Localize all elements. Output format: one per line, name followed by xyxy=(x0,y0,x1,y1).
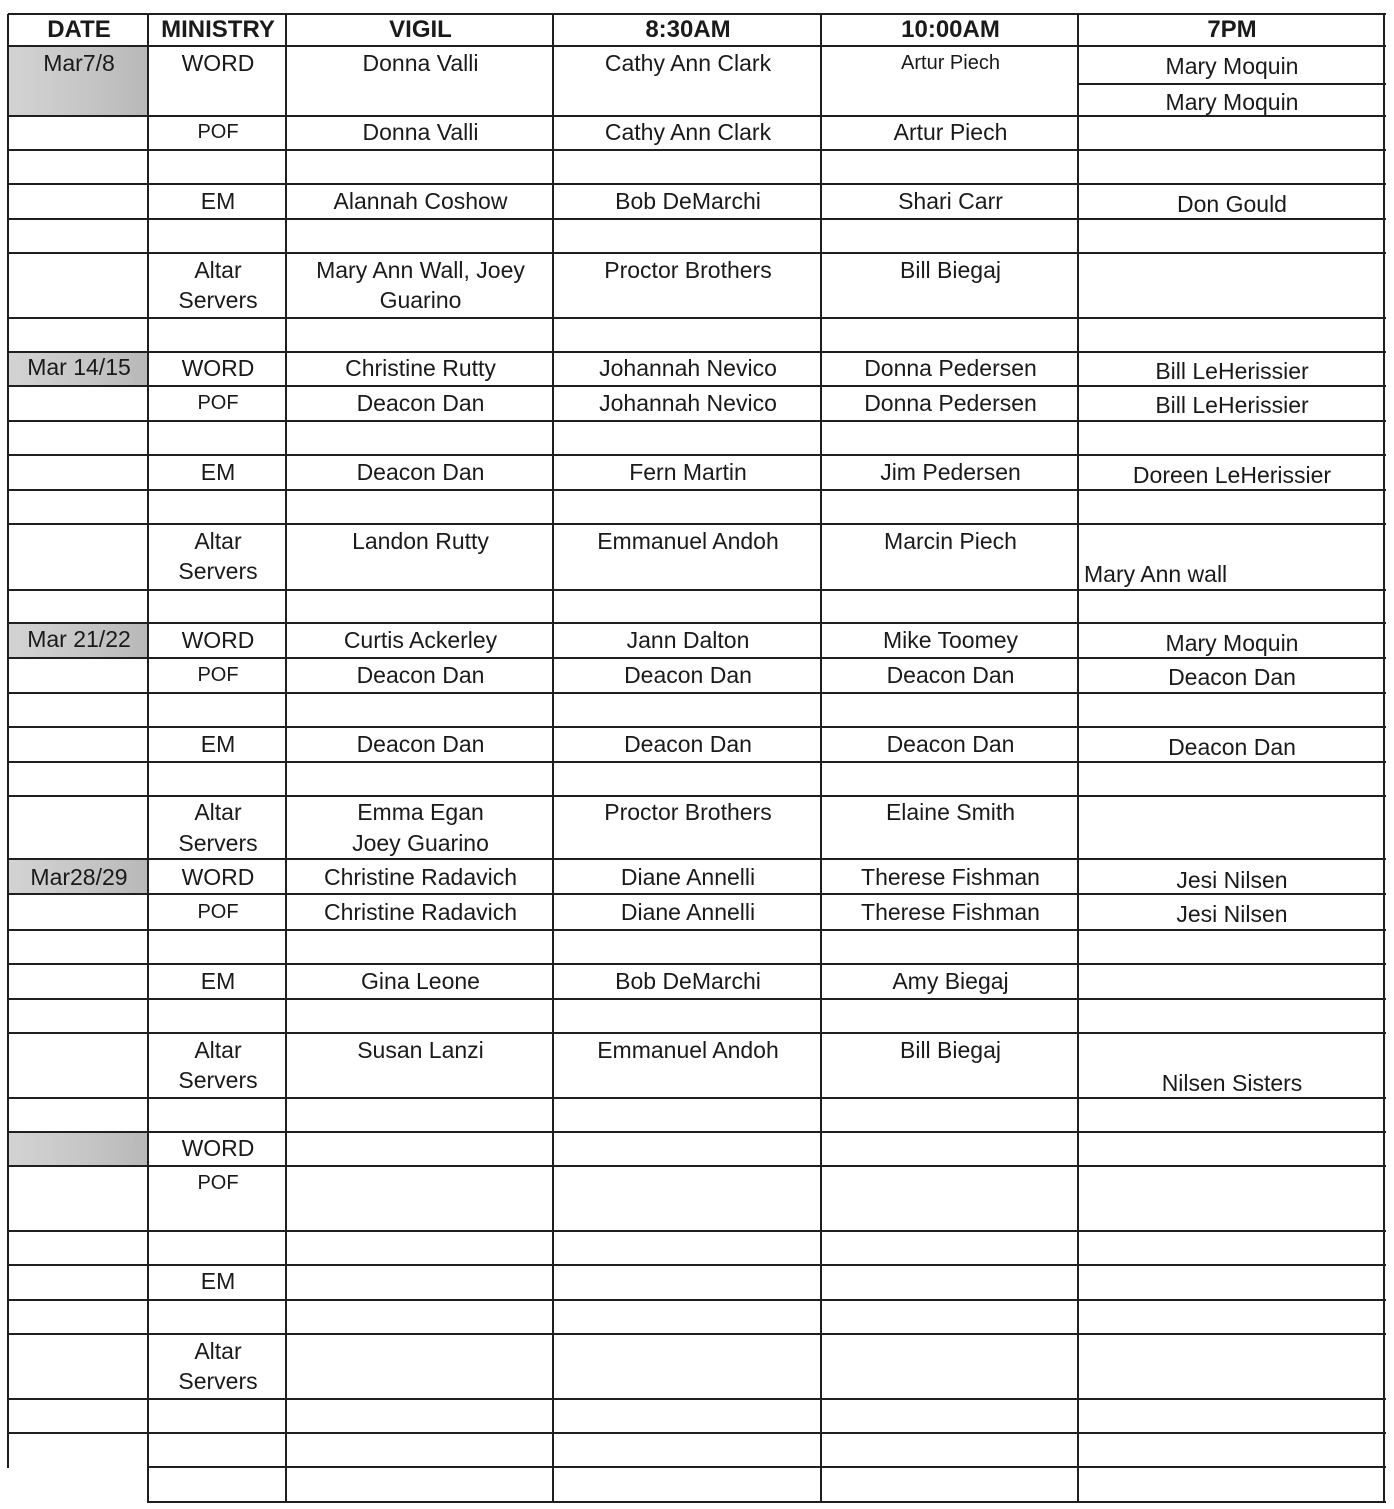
ministry-em-label: EM xyxy=(200,968,236,994)
pof-830am-week-4: Diane Annelli xyxy=(620,899,756,925)
date-label-week-3: Mar 21/22 xyxy=(27,626,131,652)
ministry-altar-label: Altar xyxy=(194,1037,242,1063)
pof-1000am-week-3: Deacon Dan xyxy=(886,662,1015,688)
grid-row-line xyxy=(8,963,1386,965)
ministry-em-label: EM xyxy=(200,1268,236,1294)
word-1000am-week-4: Therese Fishman xyxy=(861,864,1040,890)
grid-row-line xyxy=(8,1032,1386,1034)
ministry-pof-label: POF xyxy=(197,664,239,686)
word-7pm-week-1: Mary Moquin xyxy=(1165,53,1299,79)
pof-830am-week-3: Deacon Dan xyxy=(624,662,752,688)
ministry-pof-label: POF xyxy=(197,392,239,414)
ministry-word-label: WORD xyxy=(181,627,255,653)
date-label-week-4: Mar28/29 xyxy=(30,864,128,890)
em-830am-week-3: Deacon Dan xyxy=(624,731,752,757)
em-1000am-week-2: Jim Pedersen xyxy=(880,459,1021,485)
word-7pm-week-3: Mary Moquin xyxy=(1165,630,1299,656)
word-830am-week-2: Johannah Nevico xyxy=(599,355,777,381)
grid-row-line xyxy=(8,317,1386,319)
ministry-em-label: EM xyxy=(200,188,236,214)
word-7pm-second-week-1: Mary Moquin xyxy=(1165,89,1299,115)
date-label-week-2: Mar 14/15 xyxy=(27,354,131,380)
pof-1000am-week-1: Artur Piech xyxy=(893,119,1008,145)
pof-vigil-week-1: Donna Valli xyxy=(362,119,479,145)
header-830am: 8:30AM xyxy=(645,16,731,43)
grid-row-line xyxy=(8,726,1386,728)
header-ministry: MINISTRY xyxy=(161,16,275,43)
altar-1000am-week-3: Elaine Smith xyxy=(885,799,1016,825)
grid-row-line xyxy=(8,622,1386,624)
grid-row-line xyxy=(8,692,1386,694)
ministry-word-label: WORD xyxy=(181,864,255,890)
grid-row-line xyxy=(8,1398,1386,1400)
word-1000am-week-3: Mike Toomey xyxy=(882,627,1019,653)
altar-830am-week-4: Emmanuel Andoh xyxy=(597,1037,779,1063)
word-830am-week-4: Diane Annelli xyxy=(620,864,756,890)
grid-column-line xyxy=(7,14,9,1468)
header-date: DATE xyxy=(47,16,111,43)
ministry-em-label: EM xyxy=(200,731,236,757)
grid-row-line xyxy=(148,1501,1386,1503)
word-vigil-week-3: Curtis Ackerley xyxy=(343,627,498,653)
header-vigil: VIGIL xyxy=(389,16,452,43)
ministry-word-label: WORD xyxy=(181,355,255,381)
word-7pm-week-2: Bill LeHerissier xyxy=(1155,358,1309,384)
altar-7pm-week-4: Nilsen Sisters xyxy=(1161,1070,1303,1096)
ministry-pof-label: POF xyxy=(197,121,239,143)
word-1000am-week-1: Artur Piech xyxy=(901,52,1000,74)
altar-830am-week-3: Proctor Brothers xyxy=(604,799,772,825)
pof-1000am-week-2: Donna Pedersen xyxy=(864,390,1037,416)
ministry-word-label: WORD xyxy=(181,50,255,76)
em-7pm-week-1: Don Gould xyxy=(1177,191,1287,217)
altar-1000am-week-4: Bill Biegaj xyxy=(900,1037,1001,1063)
ministry-servers-label: Servers xyxy=(178,1368,258,1394)
ministry-altar-label: Altar xyxy=(194,1338,242,1364)
altar-vigil-week-4: Susan Lanzi xyxy=(357,1037,484,1063)
altar-7pm-week-2: Mary Ann wall xyxy=(1084,561,1228,587)
grid-row-line xyxy=(8,1230,1386,1232)
header-7pm: 7PM xyxy=(1207,16,1257,43)
word-1000am-week-2: Donna Pedersen xyxy=(864,355,1037,381)
ministry-servers-label: Servers xyxy=(178,1067,258,1093)
altar-1000am-week-2: Marcin Piech xyxy=(884,528,1017,554)
altar-vigil-week-1: Mary Ann Wall, Joey xyxy=(316,257,525,283)
grid-row-line xyxy=(8,998,1386,1000)
grid-row-line xyxy=(8,1432,1386,1434)
ministry-servers-label: Servers xyxy=(178,558,258,584)
grid-row-line xyxy=(8,252,1386,254)
altar-vigil-week-3: Emma Egan xyxy=(357,799,484,825)
grid-row-line xyxy=(8,929,1386,931)
grid-row-line xyxy=(8,523,1386,525)
em-1000am-week-3: Deacon Dan xyxy=(886,731,1015,757)
grid-row-line xyxy=(8,420,1386,422)
ministry-altar-label: Altar xyxy=(194,257,242,283)
em-vigil-week-4: Gina Leone xyxy=(361,968,480,994)
pof-vigil-week-3: Deacon Dan xyxy=(356,662,485,688)
grid-row-line xyxy=(8,1333,1386,1335)
pof-7pm-week-3: Deacon Dan xyxy=(1168,664,1296,690)
altar-1000am-week-1: Bill Biegaj xyxy=(900,257,1001,283)
em-7pm-week-2: Doreen LeHerissier xyxy=(1132,462,1332,488)
em-vigil-week-3: Deacon Dan xyxy=(356,731,485,757)
ministry-word-label: WORD xyxy=(181,1135,255,1161)
altar-830am-week-1: Proctor Brothers xyxy=(604,257,772,283)
word-7pm-week-4: Jesi Nilsen xyxy=(1176,867,1288,893)
em-1000am-week-1: Shari Carr xyxy=(898,188,1003,214)
ministry-altar-label: Altar xyxy=(194,528,242,554)
ministry-em-label: EM xyxy=(200,459,236,485)
date-shade-week-5 xyxy=(9,1133,147,1165)
altar-vigil-week-2: Landon Rutty xyxy=(352,528,489,554)
pof-1000am-week-4: Therese Fishman xyxy=(861,899,1040,925)
em-830am-week-2: Fern Martin xyxy=(629,459,747,485)
pof-7pm-week-2: Bill LeHerissier xyxy=(1155,392,1309,418)
em-1000am-week-4: Amy Biegaj xyxy=(892,968,1009,994)
ministry-altar-label: Altar xyxy=(194,799,242,825)
grid-column-line xyxy=(147,14,149,1503)
em-vigil-week-1: Alannah Coshow xyxy=(333,188,508,214)
grid-row-line xyxy=(8,149,1386,151)
word-vigil-week-4: Christine Radavich xyxy=(323,864,518,890)
word-830am-week-1: Cathy Ann Clark xyxy=(604,50,772,76)
grid-row-line xyxy=(8,858,1386,860)
word-vigil-week-1: Donna Valli xyxy=(362,50,479,76)
em-vigil-week-2: Deacon Dan xyxy=(356,459,485,485)
word-830am-week-3: Jann Dalton xyxy=(626,627,750,653)
pof-7pm-week-4: Jesi Nilsen xyxy=(1176,901,1288,927)
altar-vigil-second-week-3: Joey Guarino xyxy=(352,830,489,856)
pof-830am-week-2: Johannah Nevico xyxy=(599,390,777,416)
grid-row-line xyxy=(8,183,1386,185)
grid-row-line xyxy=(8,45,1386,47)
grid-row-line xyxy=(8,1165,1386,1167)
ministry-pof-label: POF xyxy=(197,901,239,923)
ministry-servers-label: Servers xyxy=(178,830,258,856)
em-7pm-week-3: Deacon Dan xyxy=(1168,734,1296,760)
grid-row-line xyxy=(8,589,1386,591)
ministry-servers-label: Servers xyxy=(178,287,258,313)
grid-row-line xyxy=(8,454,1386,456)
pof-830am-week-1: Cathy Ann Clark xyxy=(604,119,772,145)
ministry-pof-label: POF xyxy=(197,1172,239,1194)
word-vigil-week-2: Christine Rutty xyxy=(345,355,496,381)
date-label-week-1: Mar7/8 xyxy=(43,50,115,76)
em-830am-week-4: Bob DeMarchi xyxy=(615,968,761,994)
grid-row-line xyxy=(148,1466,1386,1468)
altar-vigil-second-week-1: Guarino xyxy=(379,287,462,313)
header-1000am: 10:00AM xyxy=(901,16,1000,43)
altar-830am-week-2: Emmanuel Andoh xyxy=(597,528,779,554)
pof-vigil-week-4: Christine Radavich xyxy=(323,899,518,925)
pof-vigil-week-2: Deacon Dan xyxy=(356,390,485,416)
grid-row-line xyxy=(8,1299,1386,1301)
grid-row-line xyxy=(1078,83,1386,85)
em-830am-week-1: Bob DeMarchi xyxy=(615,188,761,214)
